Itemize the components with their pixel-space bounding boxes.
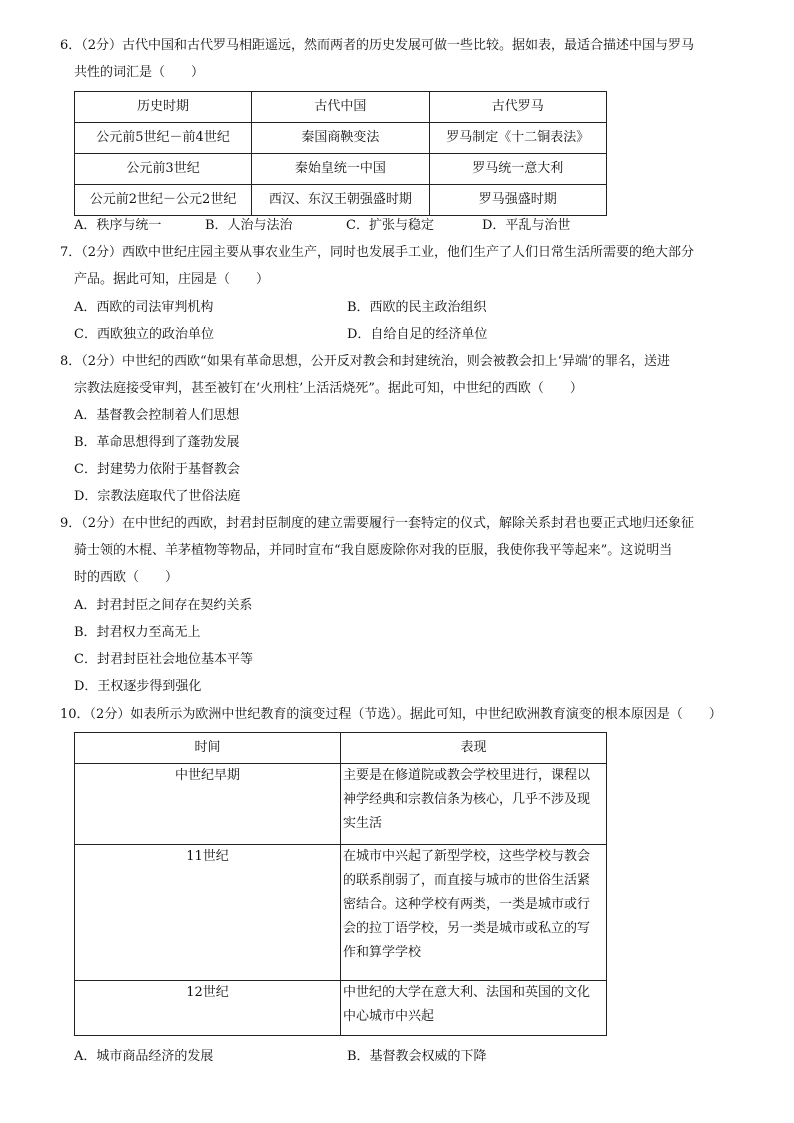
q6-option-d: D．平乱与治世 (482, 218, 571, 233)
q9-option-b: B．封君权力至高无上 (74, 625, 201, 640)
table-header-row (75, 733, 607, 764)
q6-option-a: A．秩序与统一 (74, 218, 162, 233)
table-header-row (75, 92, 607, 123)
table-header-cell: 时间 (75, 733, 341, 764)
q9-option-d: D．王权逐步得到强化 (74, 679, 202, 694)
q10-option-a: A．城市商品经济的发展 (74, 1049, 214, 1064)
q9-option-c: C．封君封臣社会地位基本平等 (74, 652, 253, 667)
q8-stem-line2: 宗教法庭接受审判，甚至被钉在‘火刑柱’上活活烧死”。据此可知，中世纪的西欧（ ） (74, 381, 583, 396)
table-cell-time: 中世纪早期 (75, 764, 341, 845)
table-cell: 西汉、东汉王朝强盛时期 (252, 185, 429, 216)
q8-option-d: D．宗教法庭取代了世俗法庭 (74, 489, 241, 504)
q7-option-d: D．自给自足的经济单位 (347, 327, 488, 342)
table-row (75, 185, 607, 216)
cell-line: 的联系削弱了，而直接与城市的世俗生活紧 (342, 873, 590, 888)
q7-option-c: C．西欧独立的政治单位 (74, 327, 214, 342)
q9-stem-line3: 时的西欧（ ） (74, 570, 179, 585)
q7-option-b: B．西欧的民主政治组织 (347, 300, 487, 315)
table-row (75, 981, 607, 1036)
cell-line: 神学经典和宗教信条为核心，几乎不涉及现 (342, 792, 590, 807)
table-row (75, 123, 607, 154)
cell-line: 在城市中兴起了新型学校，这些学校与教会 (342, 849, 590, 864)
table-header-cell: 古代中国 (252, 92, 429, 123)
q8-option-b: B．革命思想得到了蓬勃发展 (74, 435, 240, 450)
q10-option-b: B．基督教会权威的下降 (347, 1049, 487, 1064)
table-cell: 罗马制定《十二铜表法》 (429, 123, 606, 154)
cell-line: 作和算学学校 (342, 945, 421, 960)
table-header-cell: 历史时期 (75, 92, 252, 123)
cell-line: 中世纪的大学在意大利、法国和英国的文化 (342, 985, 590, 1000)
table-cell: 罗马强盛时期 (429, 185, 606, 216)
table-cell: 秦国商鞅变法 (252, 123, 429, 154)
table-cell: 公元前5世纪－前4世纪 (75, 123, 252, 154)
table-row (75, 764, 607, 845)
q8-option-a: A．基督教会控制着人们思想 (74, 408, 240, 423)
table-cell: 罗马统一意大利 (429, 154, 606, 185)
table-cell: 秦始皇统一中国 (252, 154, 429, 185)
table-header-cell: 古代罗马 (429, 92, 606, 123)
q6-stem-line1: 6．（2分）古代中国和古代罗马相距遥远，然而两者的历史发展可做一些比较。据如表，最适合描述中国与罗马 (60, 38, 695, 53)
q6-option-c: C．扩张与稳定 (346, 218, 434, 233)
cell-line: 实生活 (342, 816, 382, 831)
cell-line: 密结合。这种学校有两类，一类是城市或行 (342, 897, 590, 912)
q7-stem-line1: 7．（2分）西欧中世纪庄园主要从事农业生产，同时也发展手工业，他们生产了人们日常生活所需要的绝大部分 (60, 245, 695, 260)
q7-option-a: A．西欧的司法审判机构 (74, 300, 214, 315)
q10-table (74, 732, 607, 1036)
cell-line: 主要是在修道院或教会学校里进行，课程以 (342, 768, 590, 783)
q9-option-a: A．封君封臣之间存在契约关系 (74, 598, 253, 613)
q6-table (74, 91, 607, 216)
table-cell-desc (340, 764, 606, 845)
q10-stem-line1: 10．（2分）如表所示为欧洲中世纪教育的演变过程（节选）。据此可知，中世纪欧洲教育演变的根本原因是（ ） (60, 707, 722, 722)
table-row (75, 154, 607, 185)
table-cell-desc (340, 981, 606, 1036)
table-header-cell: 表现 (340, 733, 606, 764)
table-cell: 公元前2世纪－公元2世纪 (75, 185, 252, 216)
table-cell: 公元前3世纪 (75, 154, 252, 185)
q9-stem-line2: 骑士领的木棍、羊茅植物等物品，并同时宣布“我自愿废除你对我的臣服，我使你我平等起来”。这说明当 (74, 543, 673, 558)
q6-stem-line2: 共性的词汇是（ ） (74, 65, 205, 80)
table-cell-desc (340, 845, 606, 981)
q8-option-c: C．封建势力依附于基督教会 (74, 462, 240, 477)
q7-stem-line2: 产品。据此可知，庄园是（ ） (74, 272, 270, 287)
q8-stem-line1: 8．（2分）中世纪的西欧“如果有革命思想，公开反对教会和封建统治，则会被教会扣上‘异端’的罪名，送进 (60, 354, 670, 369)
cell-line: 中心城市中兴起 (342, 1009, 434, 1024)
q9-stem-line1: 9．（2分）在中世纪的西欧，封君封臣制度的建立需要履行一套特定的仪式，解除关系封君也要正式地归还象征 (60, 516, 695, 531)
q6-option-b: B．人治与法治 (205, 218, 293, 233)
table-cell-time: 12世纪 (75, 981, 341, 1036)
table-row (75, 845, 607, 981)
table-cell-time: 11世纪 (75, 845, 341, 981)
cell-line: 会的拉丁语学校，另一类是城市或私立的写 (342, 921, 590, 936)
